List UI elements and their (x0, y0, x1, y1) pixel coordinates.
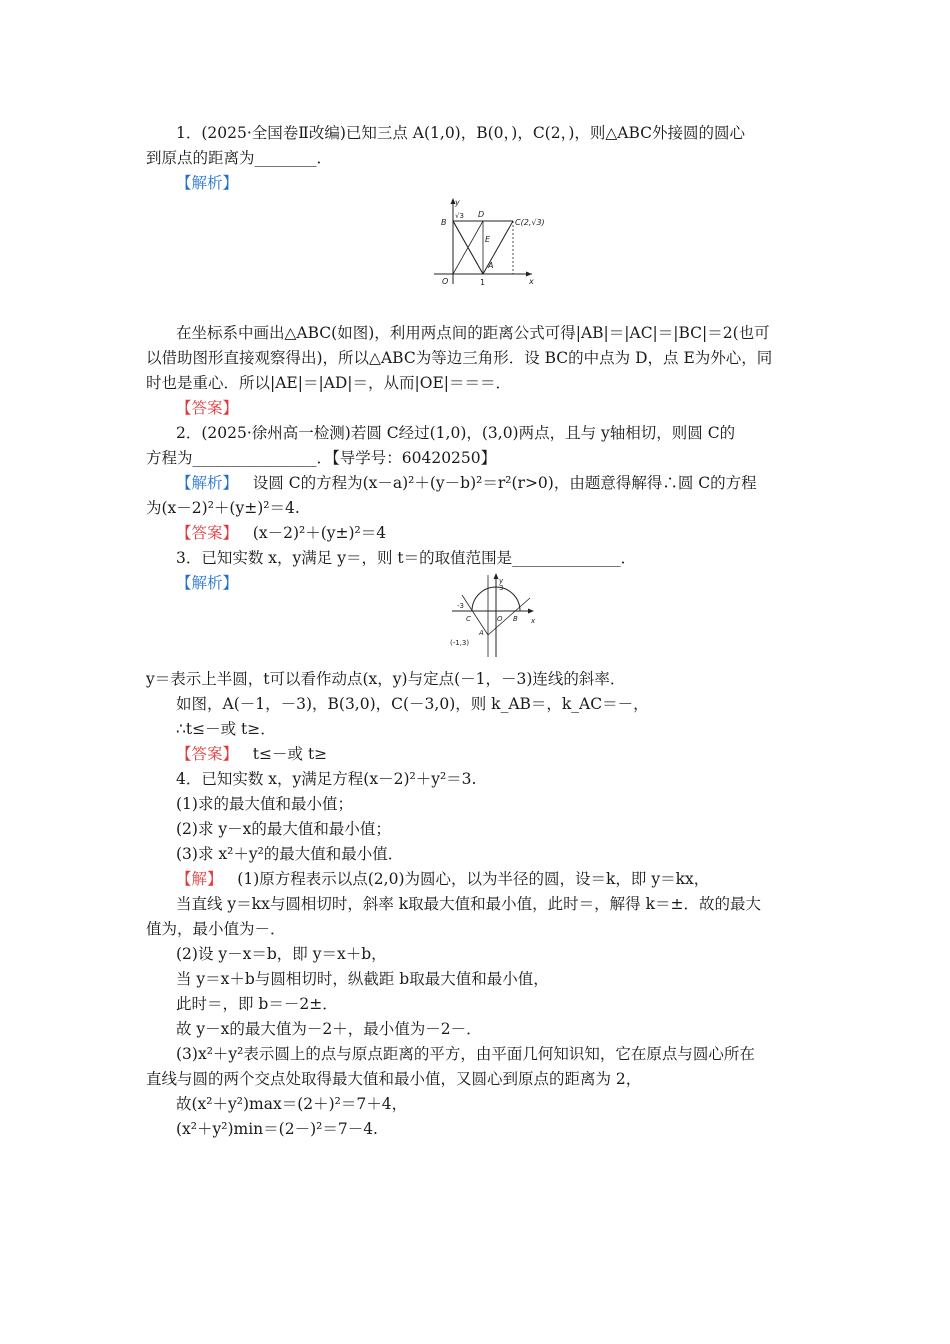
fig1-label-E: E (485, 235, 491, 244)
q1-stem-line1: 1．(2025·全国卷Ⅱ改编)已知三点 A(1,0)，B(0，)，C(2，)，则△ABC外接圆的圆心 (176, 124, 746, 142)
q1-figure-triangle (430, 196, 545, 288)
fig3-label-3: 3 (499, 584, 504, 592)
q4-solution-line5: 当 y＝x＋b与圆相切时，纵截距 b取最大值和最小值， (176, 970, 549, 988)
q3-analysis-tag: 【解析】 (176, 574, 239, 592)
q2-answer-text: (x－2)²＋(y±)²＝4 (252, 524, 387, 542)
q3-solution-line3: ∴t≤－或 t≥． (176, 720, 276, 738)
q4-stem-line1: 4．已知实数 x，y满足方程(x－2)²＋y²＝3. (176, 770, 477, 788)
q3-answer-line (176, 742, 836, 766)
q4-solution-line10: 故(x²＋y²)max＝(2＋)²＝7＋4， (176, 1095, 408, 1113)
fig1-label-C: C(2,√3) (515, 218, 545, 227)
q3-solution-line1: y＝表示上半圆，t可以看作动点(x，y)与定点(－1，－3)连线的斜率． (146, 670, 626, 688)
q2-answer-line (176, 521, 836, 545)
q4-solution-line1 (176, 867, 836, 891)
q4-solution-line2: 当直线 y＝kx与圆相切时，斜率 k取最大值和最小值，此时＝，解得 k＝±．故的最大 (176, 895, 761, 913)
q2-solution-text: 设圆 C的方程为(x－a)²＋(y－b)²＝r²(r>0)，由题意得解得∴圆 C的方程 (252, 474, 757, 492)
q3-figure-semicircle (448, 573, 538, 657)
q1-solution-line2: 以借助图形直接观察得出)，所以△ABC为等边三角形．设 BC的中点为 D，点 E为外心，同 (146, 349, 773, 367)
fig1-label-A: A (488, 261, 494, 270)
q4-solution-line3: 值为，最小值为－． (146, 920, 286, 938)
q1-answer-tag: 【答案】 (176, 399, 239, 417)
fig3-label-C: C (466, 615, 471, 623)
fig3-label-O: O (497, 615, 503, 623)
q2-solution-line1 (176, 471, 836, 495)
fig1-label-sqrt3: √3 (455, 212, 464, 220)
q1-stem-line2: 到原点的距离为________． (146, 149, 333, 167)
fig1-x-label: x (529, 277, 534, 286)
q3-answer-text: t≤－或 t≥ (252, 745, 328, 763)
fig1-label-1: 1 (480, 278, 486, 287)
fig1-label-O: O (442, 277, 449, 286)
q2-stem-line1: 2．(2025·徐州高一检测)若圆 C经过(1,0)，(3,0)两点，且与 y轴相切，则圆 C的 (176, 424, 736, 442)
q4-solution-line4: (2)设 y－x＝b，即 y＝x＋b， (176, 945, 387, 963)
q2-analysis-tag: 【解析】 (176, 474, 239, 492)
q1-solution-line3: 时也是重心．所以|AE|＝|AD|＝，从而|OE|＝＝＝． (146, 374, 511, 392)
q4-part3: (3)求 x²＋y²的最大值和最小值． (176, 845, 404, 863)
q1-analysis-tag: 【解析】 (176, 174, 239, 192)
fig1-label-D: D (478, 210, 485, 219)
fig3-label-point: (-1,3) (450, 639, 470, 647)
q2-solution-line2: 为(x－2)²＋(y±)²＝4. (146, 499, 300, 517)
q3-solution-line2: 如图，A(－1，－3)，B(3,0)，C(－3,0)，则 k_AB＝，k_AC＝－， (176, 695, 649, 713)
q1-solution-line1: 在坐标系中画出△ABC(如图)，利用两点间的距离公式可得|AB|＝|AC|＝|BC|＝2(也可 (176, 324, 770, 342)
fig3-label-neg3: -3 (457, 602, 464, 610)
q4-solution-line7: 故 y－x的最大值为－2＋，最小值为－2－． (176, 1020, 482, 1038)
q4-solution-tag: 【解】 (176, 870, 223, 888)
q4-part2: (2)求 y－x的最大值和最小值； (176, 820, 391, 838)
fig3-label-A: A (479, 629, 484, 637)
q4-solution-line8: (3)x²＋y²表示圆上的点与原点距离的平方，由平面几何知识知，它在原点与圆心所在 (176, 1045, 755, 1063)
q4-part1: (1)求的最大值和最小值； (176, 795, 353, 813)
q4-solution-text: (1)原方程表示以点(2,0)为圆心，以为半径的圆，设＝k，即 y＝kx， (237, 870, 710, 888)
q3-answer-tag: 【答案】 (176, 745, 239, 763)
q3-stem-line1: 3．已知实数 x，y满足 y＝，则 t＝的取值范围是______________． (176, 549, 637, 567)
fig3-label-B: B (513, 615, 518, 623)
q4-solution-line11: (x²＋y²)min＝(2－)²＝7－4. (176, 1120, 378, 1138)
fig1-label-B: B (441, 218, 447, 227)
fig3-y-label: y (499, 577, 504, 585)
fig1-y-label: y (455, 198, 460, 207)
q2-stem-line2: 方程为________________．【导学号：60420250】 (146, 449, 497, 467)
q2-answer-tag: 【答案】 (176, 524, 239, 542)
q4-solution-line6: 此时＝，即 b＝－2±． (176, 995, 338, 1013)
fig3-x-label: x (531, 617, 536, 625)
q4-solution-line9: 直线与圆的两个交点处取得最大值和最小值，又圆心到原点的距离为 2， (146, 1070, 642, 1088)
